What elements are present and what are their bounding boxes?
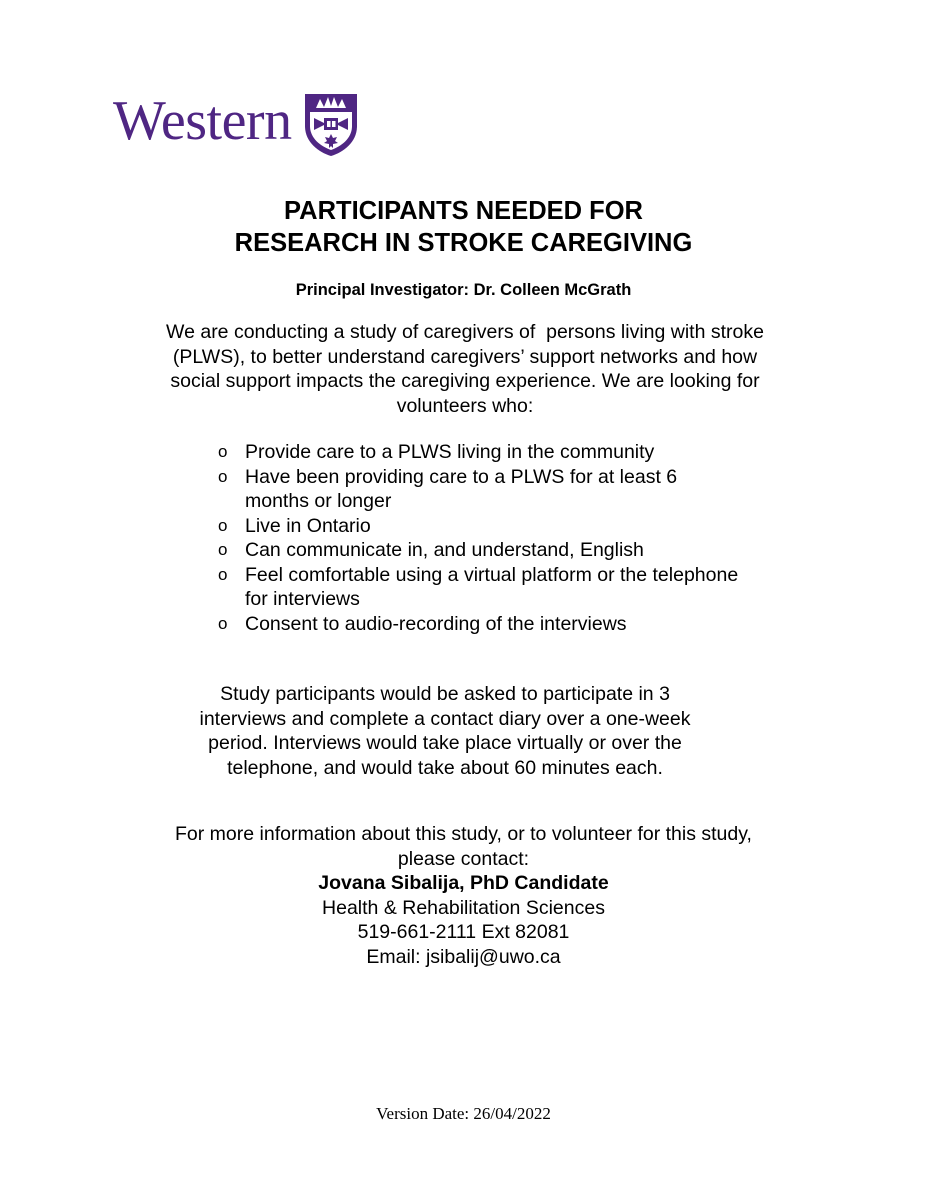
contact-intro-line-1: For more information about this study, or to volunteer for this study, [175,823,752,845]
version-date: Version Date: 26/04/2022 [376,1104,551,1123]
criteria-text: Feel comfortable using a virtual platform or the telephone [245,563,739,586]
criteria-text-continued: for interviews [245,588,360,610]
title-line-2: RESEARCH IN STROKE CAREGIVING [234,229,693,257]
contact-block [100,822,827,969]
bullet-icon: o [218,466,228,486]
western-logo [113,90,360,160]
contact-intro-line-2: please contact: [397,847,530,870]
intro-line-2: (PLWS), to better understand caregivers’ support networks and how [172,345,758,368]
bullet-icon: o [218,564,228,584]
contact-phone: 519-661-2111 Ext 82081 [357,921,570,943]
criteria-text-continued: months or longer [245,490,392,512]
list-item [216,440,806,465]
principal-investigator: Principal Investigator: Dr. Colleen McGrath [295,281,632,299]
bullet-icon: o [218,442,228,461]
intro-line-1: We are conducting a study of caregivers of persons living with stroke [166,321,764,343]
bullet-icon: o [218,515,228,535]
study-description [150,682,740,780]
intro-line-3: social support impacts the caregiving experience. We are looking for [170,370,760,392]
intro-paragraph [135,320,795,418]
logo-wordmark: Western [113,90,292,152]
western-crest-icon [302,90,360,158]
criteria-text: Provide care to a PLWS living in the community [245,441,655,463]
criteria-text: Live in Ontario [245,514,371,537]
study-line-4: telephone, and would take about 60 minutes each. [227,756,663,779]
list-item [216,612,806,637]
page-title [0,195,927,259]
criteria-text: Can communicate in, and understand, English [245,539,644,561]
bullet-icon: o [218,540,228,559]
study-line-3: period. Interviews would take place virtually or over the [208,732,682,754]
list-item [216,563,806,612]
contact-email: Email: jsibalij@uwo.ca [366,945,561,968]
title-line-1: PARTICIPANTS NEEDED FOR [284,197,643,225]
list-item [216,538,806,563]
criteria-text: Have been providing care to a PLWS for at least 6 [245,465,678,488]
criteria-list [216,440,806,636]
list-item [216,514,806,539]
criteria-text: Consent to audio-recording of the interviews [245,612,627,635]
bullet-icon: o [218,613,228,633]
intro-line-4: volunteers who: [396,394,534,417]
study-line-2: interviews and complete a contact diary over a one-week [199,707,691,730]
list-item [216,465,806,514]
contact-department: Health & Rehabilitation Sciences [322,896,605,919]
contact-name: Jovana Sibalija, PhD Candidate [318,872,609,894]
study-line-1: Study participants would be asked to participate in 3 [220,683,670,705]
